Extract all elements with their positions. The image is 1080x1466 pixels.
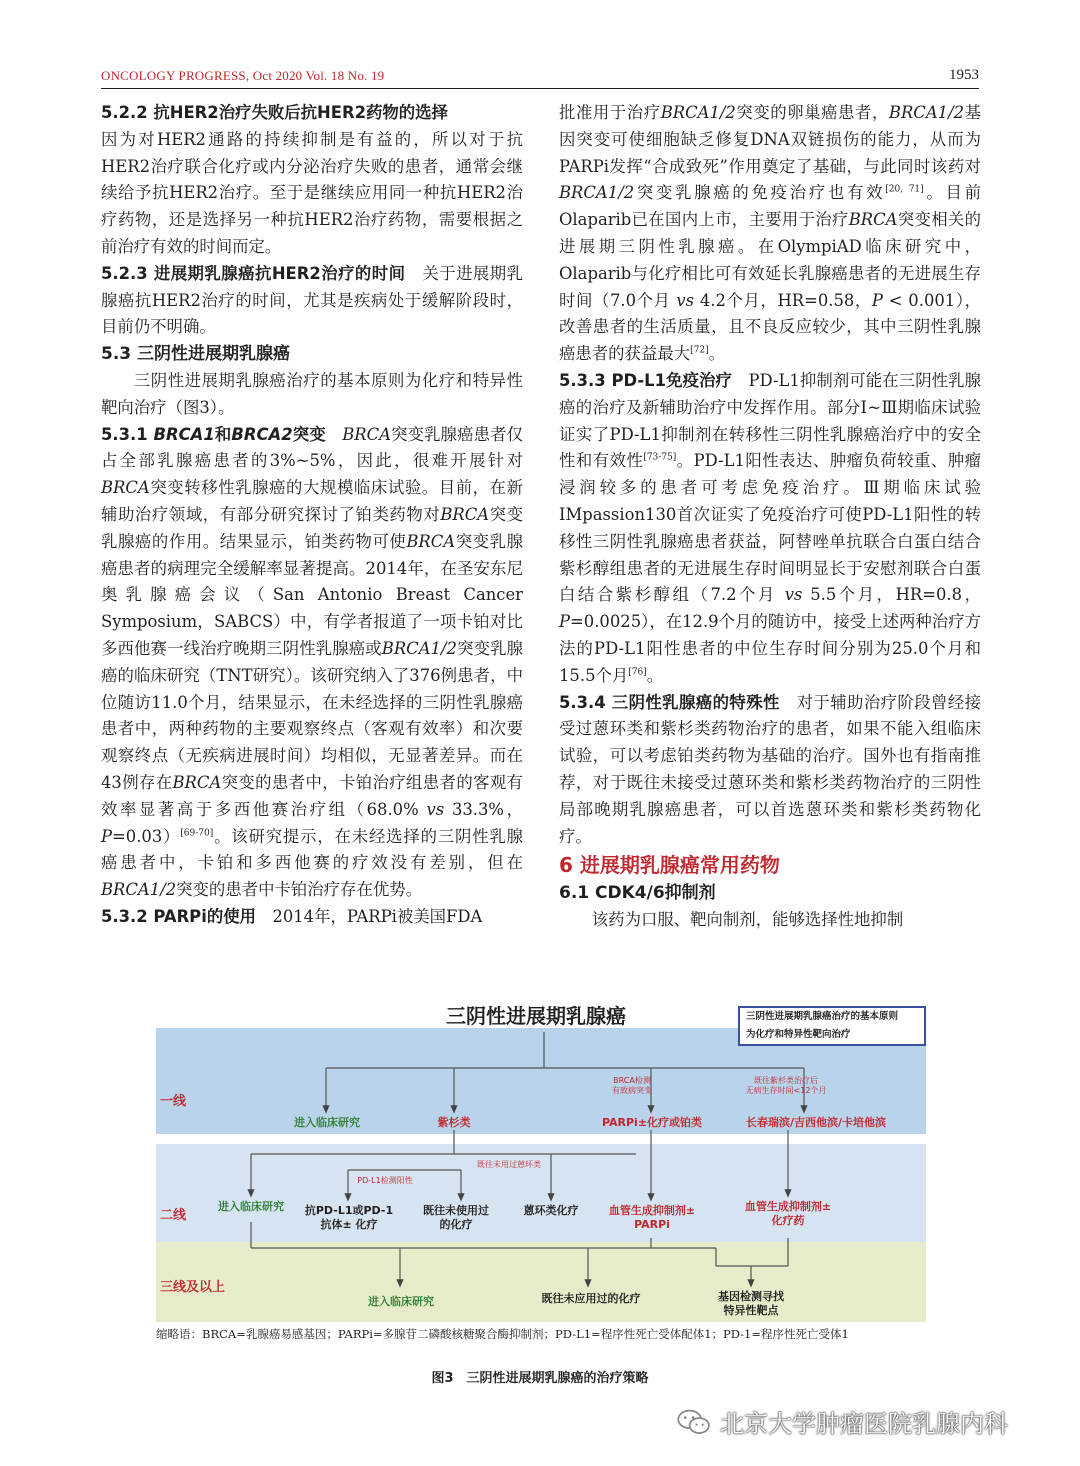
body-text: 突变乳腺癌的免疫治疗也有效	[634, 183, 886, 203]
section-5-3-1	[101, 422, 523, 904]
body-text: 批准用于治疗	[559, 103, 661, 122]
gene-term: BRCA1/2	[559, 183, 635, 203]
node-line: 化疗药	[771, 1214, 805, 1227]
section-5-3-3	[559, 368, 981, 690]
node-taxane: 紫杉类	[437, 1116, 471, 1129]
gene-term: BRCA1/2	[381, 638, 457, 658]
page-header	[101, 60, 979, 84]
row-label-third: 三线及以上	[160, 1280, 226, 1295]
figure-caption: 图3 三阴性进展期乳腺癌的治疗策略	[431, 1371, 649, 1386]
gene-term: BRCA1/2	[660, 103, 736, 122]
body-text: 突变乳腺癌的临床研究（TNT研究）。该研究纳入了376例患者，中位随访11.0个月，结果显示，在未经选择的三阴性乳腺癌患者中，两种药物的主要观察终点（客观有效率）和次要观察终点（无疾病进展时间）均相似，无显著差异。而在43例存在	[101, 638, 524, 792]
heading-num: 5.3.1	[101, 424, 148, 444]
p-term: P	[101, 826, 113, 846]
heading-5-3-1	[101, 425, 326, 444]
body-text: =0.03）	[112, 826, 181, 846]
heading-5-3-4: 5.3.4 三阴性乳腺癌的特殊性	[559, 692, 780, 712]
vs-term: vs	[676, 290, 695, 310]
node-anthracycline: 蒽环类化疗	[523, 1204, 579, 1217]
gene-term: BRCA	[101, 478, 150, 498]
para-5-3-4: 对于辅助治疗阶段曾经接受过蒽环类和紫杉类药物治疗的患者，如果不能入组临床试验，可以考虑铂类药物为基础的治疗。国外也有指南推荐，对于既往未接受过蒽环类和紫杉类药物治疗的三阴性局部晚期乳腺癌患者，可以首选蒽环类和紫杉类药物化疗。	[559, 692, 982, 846]
watermark-text: 北京大学肿瘤医院乳腺内科	[720, 1410, 1008, 1438]
node-line: 抗PD-L1或PD-1	[304, 1204, 394, 1217]
node-line: 血管生成抑制剂±	[744, 1200, 832, 1213]
heading-5-2-3: 5.2.3 进展期乳腺癌抗HER2治疗的时间	[101, 263, 406, 283]
body-text: 。	[708, 344, 725, 364]
node-line: 基因检测寻找	[718, 1290, 784, 1303]
node-angiogenesis-chemo	[738, 1200, 838, 1228]
note-line: 有致病突变	[612, 1086, 652, 1095]
body-text: 5.5个月，HR=0.8，	[810, 585, 981, 605]
body-text: PD-L1抑制剂可能在三阴性乳腺癌的治疗及新辅助治疗中发挥作用。部分Ⅰ~Ⅲ期临床试验证实了PD-L1抑制剂在转移性三阴性乳腺癌治疗中的安全性和有效性	[559, 370, 982, 471]
node-unused-chemo	[416, 1204, 496, 1232]
gene-brca2: BRCA2	[231, 424, 293, 444]
para-5-2-2: 因为对HER2通路的持续抑制是有益的，所以对于抗HER2治疗联合化疗或内分泌治疗失败的患者，通常会继续给予抗HER2治疗。至于是继续应用同一种抗HER2治疗药物，还是选择另一种抗HER2治疗药物，需要根据之前治疗有效的时间而定。	[101, 129, 523, 256]
gene-term: BRCA1/2	[101, 880, 177, 900]
note-line: 为化疗和特异性靶向治疗	[746, 1029, 851, 1040]
page-number: 1953	[949, 67, 979, 83]
para-5-2-3: 关于进展期乳腺癌抗HER2治疗的时间，尤其是疾病处于缓解阶段时，目前仍不明确。	[101, 263, 524, 337]
section-5-2-3	[101, 261, 523, 341]
heading-6: 6 进展期乳腺癌常用药物	[559, 853, 780, 878]
node-line: PARPi	[634, 1218, 670, 1231]
heading-5-2-2: 5.2.2 抗HER2治疗失败后抗HER2药物的选择	[101, 103, 448, 122]
row-label-second: 二线	[160, 1208, 187, 1223]
heading-5-3-3: 5.3.3 PD-L1免疫治疗	[559, 370, 732, 390]
p-term: P	[559, 612, 571, 632]
body-text: 突变乳腺癌的作用。结果显示，铂类药物可使	[101, 504, 524, 551]
body-text: 。	[646, 665, 664, 685]
body-text: 基因突变可使细胞缺乏修复DNA双链损伤的能力，从而为PARPi发挥“合成致死”作用奠定了基础，与此同时该药对	[559, 103, 982, 176]
wechat-icon	[676, 1408, 712, 1436]
no-anthracycline-note: 既往未用过蒽环类	[477, 1160, 541, 1169]
node-anti-pd1	[304, 1204, 394, 1232]
citation-ref: [20, 71]	[885, 184, 924, 195]
pdl1-positive-note: PD-L1检测阳性	[357, 1176, 413, 1185]
gene-term: BRCA	[172, 772, 222, 792]
journal-citation: ONCOLOGY PROGRESS, Oct 2020 Vol. 18 No. 19	[101, 68, 385, 83]
right-column	[559, 100, 981, 934]
node-line: 既往未使用过	[423, 1204, 489, 1217]
para-5-3: 三阴性进展期乳腺癌治疗的基本原则为化疗和特异性靶向治疗（图3）。	[101, 370, 523, 417]
brca-test-note	[602, 1076, 662, 1096]
node-line: 抗体± 化疗	[320, 1218, 378, 1231]
gene-term: BRCA	[848, 210, 898, 230]
node-parpi: PARPi±化疗或铂类	[601, 1116, 703, 1129]
body-text: 突变相关的进展期三阴性乳腺癌。在OlympiAD临床研究中，Olaparib与化疗相比可有效延长乳腺癌患者的无进展生存时间（7.0个月	[559, 210, 981, 310]
node-gene-testing	[706, 1290, 796, 1318]
p-term: P	[871, 290, 883, 310]
body-text: 突变的卵巢癌患者，	[735, 103, 889, 122]
gene-term: BRCA	[440, 504, 490, 524]
heading-6-1: 6.1 CDK4/6抑制剂	[559, 883, 716, 904]
heading-and: 和	[214, 424, 232, 444]
section-5-3-2	[101, 904, 523, 931]
gene-term: BRCA	[406, 531, 456, 551]
body-text: 突变的患者中卡铂治疗存在优势。	[176, 880, 423, 900]
heading-5-3: 5.3 三阴性进展期乳腺癌	[101, 344, 291, 365]
note-line: 无病生存时间<12个月	[745, 1086, 827, 1095]
para-5-3-2-cont	[559, 100, 981, 368]
note-line: BRCA检测	[613, 1076, 651, 1085]
wechat-watermark	[676, 1404, 1008, 1439]
figure-abbreviations: 缩略语：BRCA=乳腺癌易感基因；PARPi=多腺苷二磷酸核糖聚合酶抑制剂；PD-L1=程序性死亡受体配体1；PD-1=程序性死亡受体1	[156, 1327, 849, 1341]
node-unused-chemo-3: 既往未应用过的化疗	[541, 1292, 641, 1305]
body-text: 突变转移性乳腺癌的大规模临床试验。目前，在新辅助治疗领域，有部分研究探讨了铂类药物对	[101, 478, 523, 524]
node-angiogenesis-parpi	[602, 1204, 702, 1232]
body-text: 突变乳腺癌患者仅占全部乳腺癌患者的3%~5%，因此，很难开展针对	[101, 424, 524, 471]
gene-term: BRCA1/2	[888, 103, 965, 122]
vs-term: vs	[784, 585, 803, 605]
heading-suffix: 突变	[292, 424, 326, 444]
node-line: 血管生成抑制剂±	[608, 1204, 696, 1217]
gene-term: BRCA	[342, 424, 391, 444]
section-5-3-4	[559, 690, 981, 851]
body-text: 。PD-L1阳性表达、肿瘤负荷较重、肿瘤浸润较多的患者可考虑免疫治疗。Ⅲ期临床试验IMpassion130首次证实了免疫治疗可使PD-L1阳性的转移性三阴性乳腺癌患者获益，阿替唑单抗联合白蛋白结合紫杉醇组患者的无进展生存时间明显长于安慰剂联合白蛋白结合紫杉醇组（7.2个月	[559, 451, 982, 605]
figure-3-flowchart	[156, 992, 926, 1322]
body-text: < 0.001），改善患者的生活质量，且不良反应较少，其中三阴性乳腺癌患者的获益最大	[559, 290, 981, 364]
figure-principle-note	[738, 1006, 926, 1046]
prior-taxane-note	[726, 1076, 846, 1096]
section-5-2-2	[101, 100, 523, 261]
note-line: 既往紫杉类治疗后	[754, 1076, 818, 1085]
node-line: 的化疗	[439, 1218, 473, 1231]
para-5-3-2: 2014年，PARPi被美国FDA	[272, 906, 483, 926]
para-6-1: 该药为口服、靶向制剂，能够选择性地抑制	[591, 910, 904, 930]
row-label-first: 一线	[160, 1094, 187, 1109]
node-clinical-trial-2: 进入临床研究	[218, 1200, 284, 1213]
vs-term: vs	[426, 799, 445, 819]
header-rule	[101, 88, 979, 89]
citation-ref: [72]	[690, 345, 709, 356]
node-clinical-trial-3: 进入临床研究	[368, 1295, 434, 1308]
citation-ref: [76]	[628, 667, 647, 678]
gene-brca1: BRCA1	[153, 424, 215, 444]
note-line: 三阴性进展期乳腺癌治疗的基本原则	[746, 1011, 899, 1022]
citation-ref: [73-75]	[643, 452, 677, 463]
body-text: 突变乳腺癌患者的病理完全缓解率显著提高。2014年，在圣安东尼奥乳腺癌会议（San Antonio Breast Cancer Symposium，SABCS）中，有学者报道了一项卡铂对比多西他赛一线治疗晚期三阴性乳腺癌或	[101, 531, 524, 658]
node-clinical-trial-1: 进入临床研究	[294, 1116, 360, 1129]
citation-ref: [69-70]	[180, 828, 214, 839]
body-text: =0.0025），在12.9个月的随访中，接受上述两种治疗方法的PD-L1阳性患者的中位生存时间分别为25.0个月和15.5个月	[559, 612, 981, 685]
figure-title: 三阴性进展期乳腺癌	[446, 1004, 626, 1028]
body-text: 33.3%，	[451, 799, 523, 819]
heading-5-3-2: 5.3.2 PARPi的使用	[101, 906, 256, 926]
body-text: 。目前Olaparib已在国内上市，主要用于治疗	[559, 183, 981, 230]
body-text: 突变的患者中，卡铂治疗组患者的客观有效率显著高于多西他赛治疗组（68.0%	[101, 772, 523, 819]
left-column	[101, 100, 523, 931]
node-vinorelbine: 长春瑞滨/吉西他滨/卡培他滨	[745, 1116, 887, 1129]
body-text: 4.2个月，HR=0.58，	[699, 290, 872, 310]
node-line: 特异性靶点	[723, 1304, 779, 1317]
body-text: 。该研究提示，在未经选择的三阴性乳腺癌患者中，卡铂和多西他赛的疗效没有差别，但在	[101, 826, 524, 873]
